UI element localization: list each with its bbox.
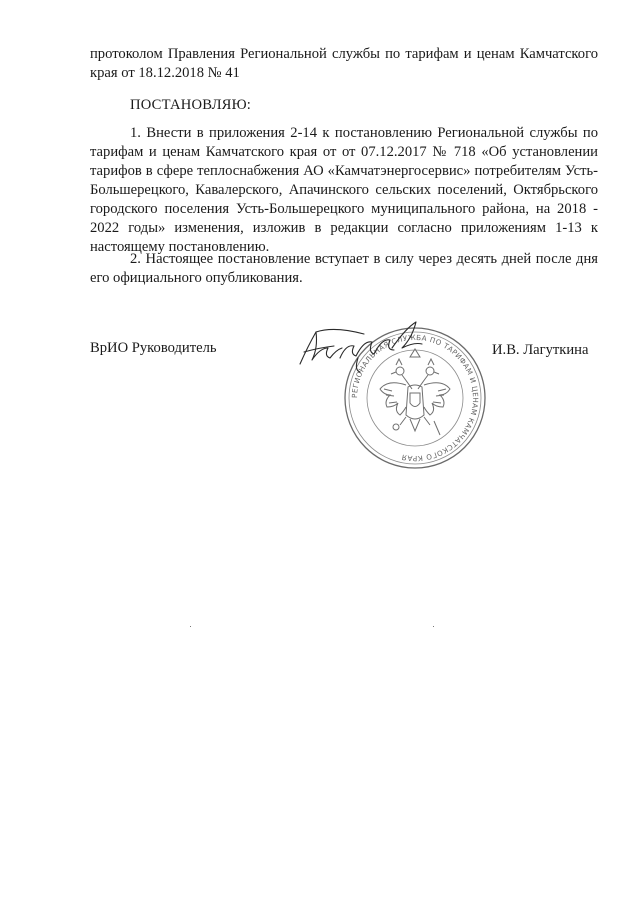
resolution-heading: ПОСТАНОВЛЯЮ: [130,97,252,113]
seal-outer-text: РЕГИОНАЛЬНАЯ СЛУЖБА ПО ТАРИФАМ И ЦЕНАМ КАМЧАТСКОГО КРАЯ [349,332,481,464]
paragraph-item-1: 1. Внести в приложения 2-14 к постановлению Региональной службы по тарифам и ценам Камчатского края от от 07.12.2017 № 718 «Об установлении тарифов в сфере теплоснабжения АО «Камчатэнергосервис» потребителям Усть-Большерецкого, Кавалерского, Апачинского сельских поселений, Октябрьского городского поселения Усть-Большерецкого муниципального района, на 2018 - 2022 годы» изменения, изложив в редакции согласно приложениям 1-13 к настоящему постановлению. [90,125,598,255]
signatory-position: ВрИО Руководитель [90,340,217,356]
scan-speck [433,626,434,627]
scan-speck [190,626,191,627]
signatory-name: И.В. Лагуткина [492,342,589,358]
paragraph-intro: протоколом Правления Региональной службы по тарифам и ценам Камчатского края от 18.12.2018 № 41 [90,46,598,81]
paragraph-item-2: 2. Настоящее постановление вступает в силу через десять дней после дня его официального опубликования. [90,251,598,286]
handwritten-signature [294,318,444,378]
